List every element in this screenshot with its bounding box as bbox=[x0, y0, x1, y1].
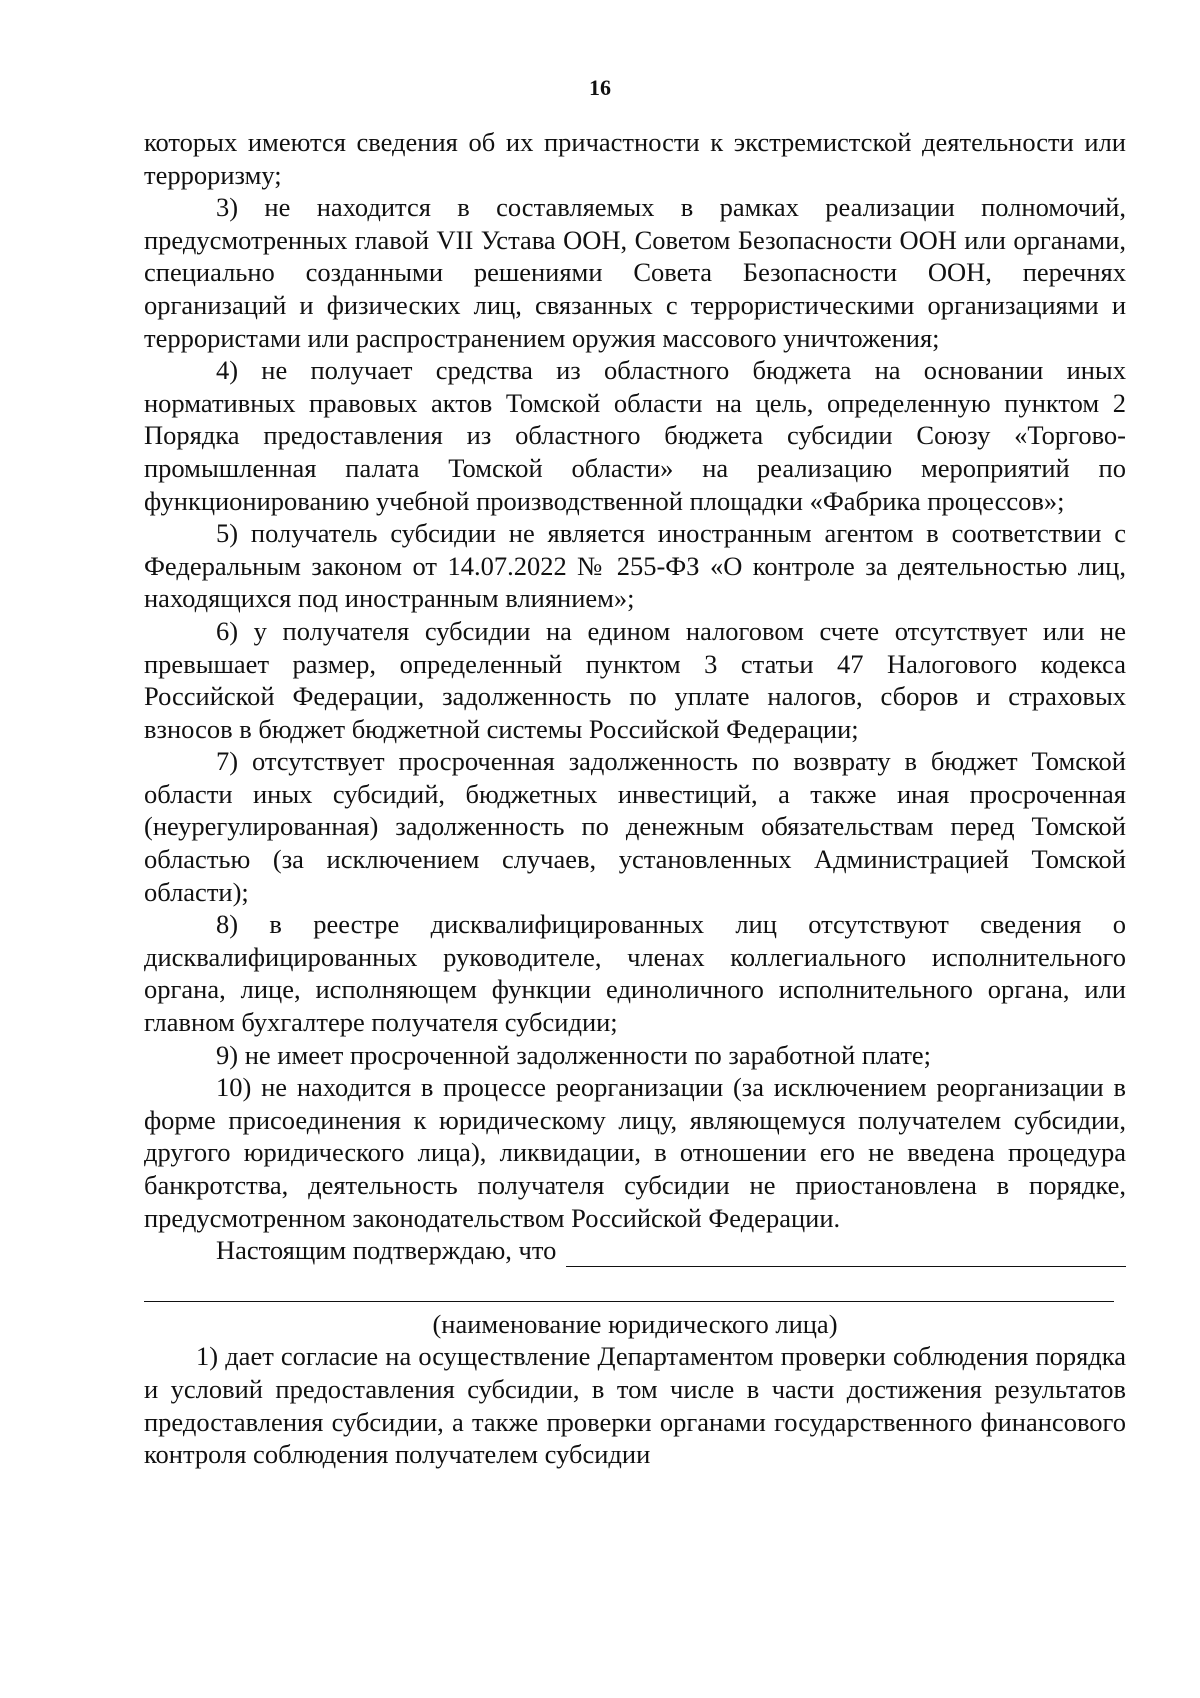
blank-field-inline bbox=[566, 1240, 1126, 1267]
document-body bbox=[144, 126, 1126, 1471]
list-item-3: 3) не находится в составляемых в рамках реализации полномочий, предусмотренных главой VII Устава ООН, Советом Безопасности ООН или органами, специально созданными решениями Совета Безопасности ООН, перечнях организаций и физических лиц, связанных с террористическими организациями и террористами или распространением оружия массового уничтожения; bbox=[144, 192, 1126, 353]
blank-field-full bbox=[144, 1267, 1114, 1302]
list-item-8: 8) в реестре дисквалифицированных лиц отсутствуют сведения о дисквалифицированных руководителе, членах коллегиального исполнительного органа, лице, исполняющем функции единоличного исполнительного органа, или главном бухгалтере получателя субсидии; bbox=[144, 909, 1126, 1038]
paragraph-continuation: которых имеются сведения об их причастности к экстремистской деятельности или терроризму; bbox=[144, 127, 1126, 190]
confirmation-line bbox=[144, 1234, 1126, 1267]
list-item-7: 7) отсутствует просроченная задолженность по возврату в бюджет Томской области иных субсидий, бюджетных инвестиций, а также иная просроченная (неурегулированная) задолженность по денежным обязательствам перед Томской областью (за исключением случаев, установленных Администрацией Томской области); bbox=[144, 746, 1126, 907]
list-item-9: 9) не имеет просроченной задолженности по заработной плате; bbox=[216, 1039, 932, 1070]
consent-item-1: 1) дает согласие на осуществление Департаментом проверки соблюдения порядка и условий предоставления субсидии, в том числе в части достижения результатов предоставления субсидии, а также проверки органами государственного финансового контроля соблюдения получателем субсидии bbox=[144, 1341, 1126, 1470]
page-number: 16 bbox=[589, 75, 611, 100]
blank-field-caption: (наименование юридического лица) bbox=[432, 1308, 838, 1339]
confirmation-label: Настоящим подтверждаю, что bbox=[216, 1235, 557, 1266]
list-item-4: 4) не получает средства из областного бюджета на основании иных нормативных правовых актов Томской области на цель, определенную пунктом 2 Порядка предоставления из областного бюджета субсидии Союзу «Торгово-промышленная палата Томской области» на реализацию мероприятий по функционированию учебной производственной площадки «Фабрика процессов»; bbox=[144, 355, 1126, 516]
list-item-10: 10) не находится в процессе реорганизации (за исключением реорганизации в форме присоединения к юридическому лицу, являющемуся получателем субсидии, другого юридического лица), ликвидации, в отношении его не введена процедура банкротства, деятельность получателя субсидии не приостановлена в порядке, предусмотренном законодательством Российской Федерации. bbox=[144, 1072, 1126, 1233]
list-item-6: 6) у получателя субсидии на едином налоговом счете отсутствует или не превышает размер, определенный пунктом 3 статьи 47 Налогового кодекса Российской Федерации, задолженность по уплате налогов, сборов и страховых взносов в бюджет бюджетной системы Российской Федерации; bbox=[144, 615, 1126, 744]
list-item-5: 5) получатель субсидии не является иностранным агентом в соответствии с Федеральным законом от 14.07.2022 № 255-ФЗ «О контроле за деятельностью лиц, находящихся под иностранным влиянием»; bbox=[144, 518, 1126, 614]
